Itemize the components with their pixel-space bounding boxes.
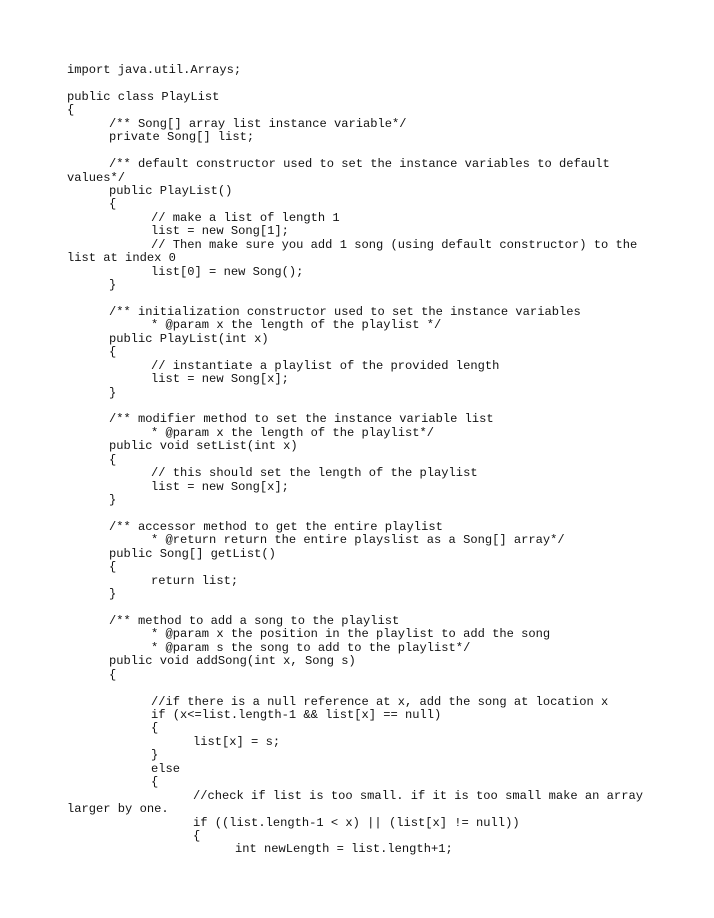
blank-line	[0, 602, 714, 615]
code-line: public PlayList()	[109, 183, 233, 198]
code-line: /** accessor method to get the entire playlist	[109, 519, 443, 534]
code-line: // this should set the length of the playlist	[151, 466, 478, 481]
code-line: {	[193, 828, 201, 843]
code-line: list[x] = s;	[193, 734, 281, 749]
code-line: import java.util.Arrays;	[67, 63, 242, 77]
code-line: }	[151, 748, 159, 763]
blank-line	[0, 77, 714, 90]
code-line: {	[109, 560, 117, 575]
code-line: * @param s the song to add to the playlist*/	[151, 640, 471, 655]
code-line: // instantiate a playlist of the provided length	[151, 358, 500, 373]
code-line: values*/	[67, 170, 126, 185]
code-line: list at index 0	[67, 251, 176, 266]
code-line: if (x<=list.length-1 && list[x] == null)	[151, 708, 442, 722]
blank-line	[0, 400, 714, 413]
code-line: * @param x the length of the playlist */	[151, 318, 442, 333]
code-line: list = new Song[1];	[151, 224, 289, 239]
code-line: public void setList(int x)	[109, 439, 298, 454]
code-line: else	[151, 761, 181, 776]
code-line: {	[109, 345, 117, 360]
code-line: list = new Song[x];	[151, 479, 289, 494]
code-line: {	[151, 775, 159, 790]
code-line: {	[109, 452, 117, 467]
code-line: /** default constructor used to set the instance variables to default	[109, 157, 610, 172]
code-line: /** modifier method to set the instance variable list	[109, 412, 494, 427]
code-line: public class PlayList	[67, 89, 220, 104]
code-line: {	[109, 197, 117, 212]
blank-line	[0, 507, 714, 520]
code-line: {	[109, 667, 117, 682]
code-line: /** method to add a song to the playlist	[109, 613, 400, 628]
code-line: }	[109, 385, 117, 400]
java-source-code	[0, 64, 714, 857]
code-line: //if there is a null reference at x, add the song at location x	[151, 694, 609, 709]
code-line: public Song[] getList()	[109, 546, 276, 561]
code-line: * @param x the position in the playlist to add the song	[151, 627, 551, 642]
code-line: }	[109, 278, 117, 292]
blank-line	[0, 145, 714, 158]
code-line: larger by one.	[67, 802, 169, 817]
code-line: //check if list is too small. if it is too small make an array	[193, 788, 643, 803]
code-line: private Song[] list;	[109, 130, 255, 145]
code-line: * @return return the entire playslist as a Song[] array*/	[151, 533, 565, 548]
code-line: }	[109, 587, 117, 602]
code-line: public void addSong(int x, Song s)	[109, 654, 356, 669]
code-line: list[0] = new Song();	[151, 264, 304, 279]
code-line: public PlayList(int x)	[109, 331, 269, 346]
code-line: int newLength = list.length+1;	[235, 842, 453, 857]
code-line: list = new Song[x];	[151, 372, 289, 387]
code-line: // Then make sure you add 1 song (using default constructor) to the	[151, 237, 638, 252]
code-line: // make a list of length 1	[151, 210, 340, 225]
code-line: * @param x the length of the playlist*/	[151, 425, 435, 440]
blank-line	[0, 682, 714, 695]
code-line: }	[109, 493, 117, 507]
code-line: return list;	[151, 573, 239, 588]
code-line: /** initialization constructor used to set the instance variables	[109, 304, 581, 319]
blank-line	[0, 292, 714, 305]
code-line: if ((list.length-1 < x) || (list[x] != null))	[193, 815, 520, 830]
code-line: {	[151, 721, 159, 736]
code-line: /** Song[] array list instance variable*/	[109, 116, 407, 131]
code-line: {	[67, 103, 75, 118]
